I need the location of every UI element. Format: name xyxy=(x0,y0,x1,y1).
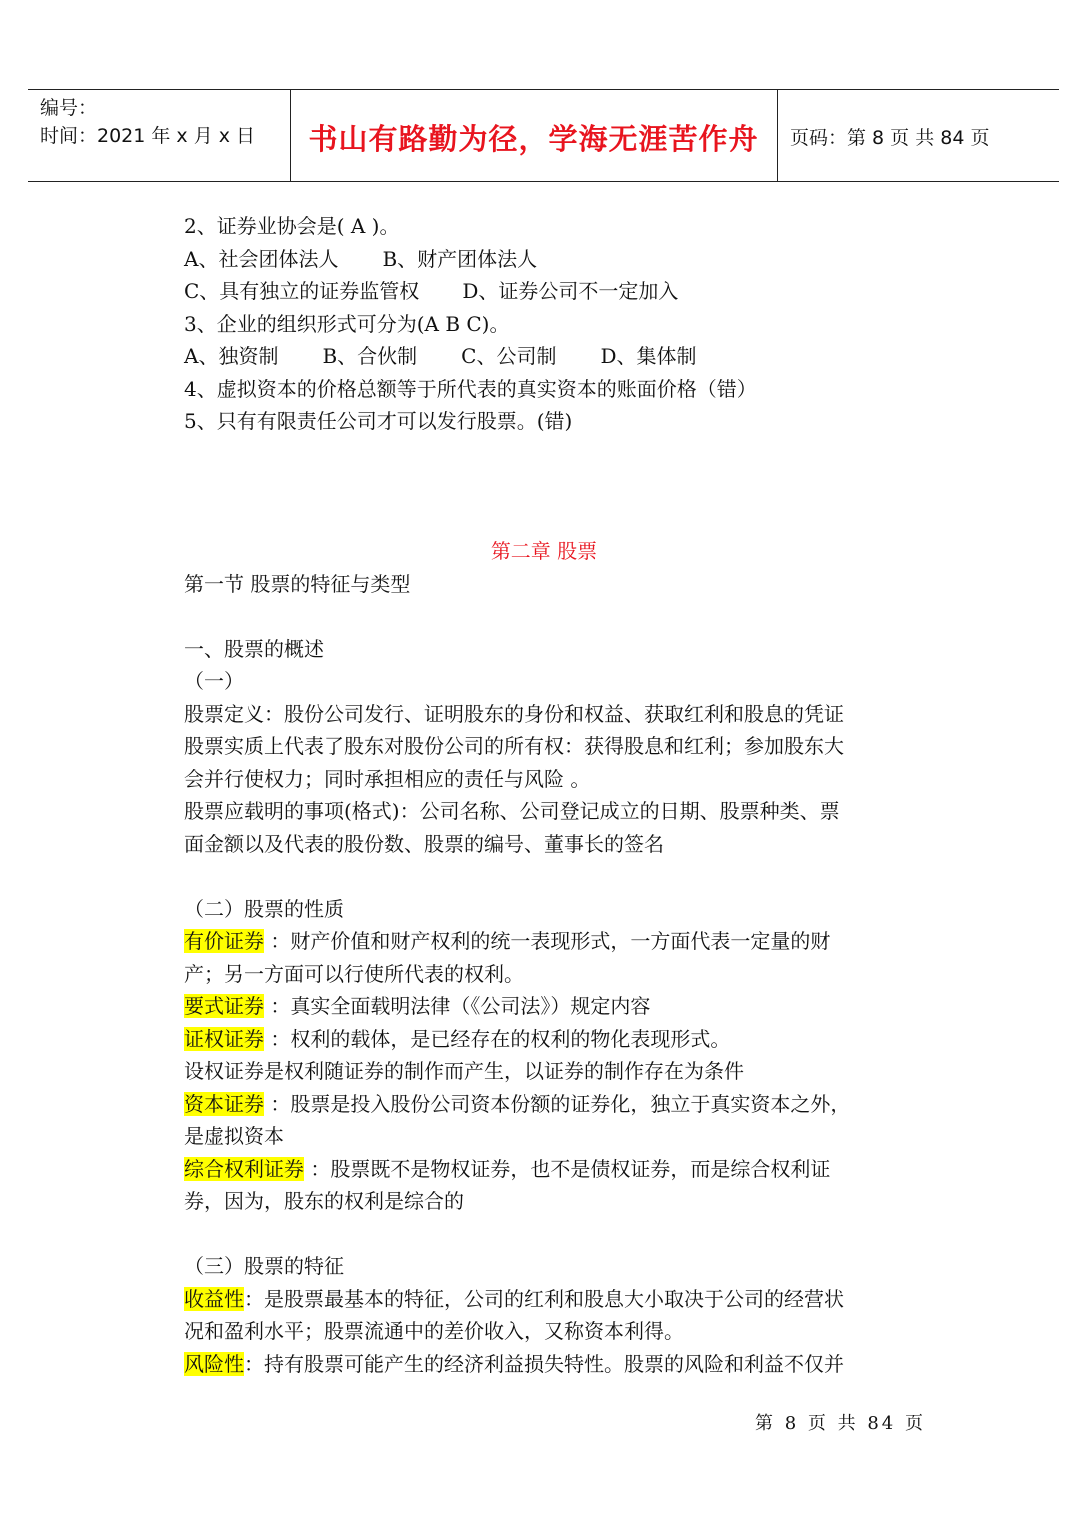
feature-item xyxy=(184,1351,844,1377)
paragraph-line: 股票实质上代表了股东对股份公司的所有权：获得股息和红利；参加股东大 xyxy=(184,734,844,758)
item-text: ：持有股票可能产生的经济利益损失特性。股票的风险和利益不仅并 xyxy=(244,1352,844,1376)
question-5: 5、只有有限责任公司才可以发行股票。(错) xyxy=(184,409,573,433)
sub-heading: （一） xyxy=(184,669,244,693)
nature-item-cont: 设权证券是权利随证券的制作而产生，以证券的制作存在为条件 xyxy=(184,1059,744,1083)
page-footer: 第 8 页 共 84 页 xyxy=(755,1413,926,1434)
header-top-rule xyxy=(28,89,1059,90)
paragraph-line: 股票应载明的事项(格式)：公司名称、公司登记成立的日期、股票种类、票 xyxy=(184,799,840,823)
option: D、证券公司不一定加入 xyxy=(462,279,679,303)
part-heading: 一、股票的概述 xyxy=(184,637,324,661)
option: C、具有独立的证券监管权 xyxy=(184,279,420,303)
header-divider-right xyxy=(777,89,778,181)
nature-item-cont: 是虚拟资本 xyxy=(184,1124,284,1148)
nature-item-cont: 券，因为，股东的权利是综合的 xyxy=(184,1189,464,1213)
option: A、社会团体法人 xyxy=(184,247,339,271)
paragraph-line: 股票定义：股份公司发行、证明股东的身份和权益、获取红利和股息的凭证 xyxy=(184,702,844,726)
nature-item xyxy=(184,1091,850,1117)
highlighted-term: 证权证券 xyxy=(184,1027,264,1051)
header-motto: 书山有路勤为径，学海无涯苦作舟 xyxy=(308,122,759,156)
option: A、独资制 xyxy=(184,344,279,368)
item-text: ：是股票最基本的特征，公司的红利和股息大小取决于公司的经营状 xyxy=(244,1287,844,1311)
feature-item xyxy=(184,1286,844,1312)
header-time-label: 时间：2021 年 x 月 x 日 xyxy=(40,125,256,147)
nature-item xyxy=(184,1026,730,1052)
option: C、公司制 xyxy=(461,344,557,368)
nature-item xyxy=(184,928,830,954)
highlighted-term: 综合权利证券 xyxy=(184,1157,304,1181)
nature-item xyxy=(184,1156,830,1182)
item-text: ：财产价值和财产权利的统一表现形式，一方面代表一定量的财 xyxy=(264,929,831,953)
item-text: ：股票是投入股份公司资本份额的证券化，独立于真实资本之外， xyxy=(264,1092,851,1116)
highlighted-term: 收益性 xyxy=(184,1287,244,1311)
header-page-info: 页码：第 8 页 共 84 页 xyxy=(790,127,990,149)
sub-heading: （三）股票的特征 xyxy=(184,1254,344,1278)
item-text: ：股票既不是物权证券，也不是债权证券，而是综合权利证 xyxy=(304,1157,831,1181)
option: B、合伙制 xyxy=(322,344,418,368)
item-text: ：真实全面载明法律（《公司法》）规定内容 xyxy=(264,994,651,1018)
header-bottom-rule xyxy=(28,181,1059,182)
section-title: 第一节 股票的特征与类型 xyxy=(184,572,411,596)
highlighted-term: 要式证券 xyxy=(184,994,264,1018)
highlighted-term: 风险性 xyxy=(184,1352,244,1376)
question-4: 4、虚拟资本的价格总额等于所代表的真实资本的账面价格（错） xyxy=(184,377,757,401)
sub-heading: （二）股票的性质 xyxy=(184,897,344,921)
chapter-title: 第二章 股票 xyxy=(490,539,598,563)
question-3: 3、企业的组织形式可分为(A B C)。 xyxy=(184,312,510,336)
nature-item xyxy=(184,993,650,1019)
option: D、集体制 xyxy=(600,344,697,368)
option: B、财产团体法人 xyxy=(382,247,538,271)
item-text: ：权利的载体，是已经存在的权利的物化表现形式。 xyxy=(264,1027,731,1051)
paragraph-line: 面金额以及代表的股份数、股票的编号、董事长的签名 xyxy=(184,832,664,856)
question-2: 2、证券业协会是( A )。 xyxy=(184,214,400,238)
nature-item-cont: 产；另一方面可以行使所代表的权利。 xyxy=(184,962,524,986)
question-2-options-ab xyxy=(184,246,537,272)
question-2-options-cd xyxy=(184,278,678,304)
highlighted-term: 有价证券 xyxy=(184,929,264,953)
header-serial-label: 编号： xyxy=(40,97,98,119)
paragraph-line: 会并行使权力；同时承担相应的责任与风险 。 xyxy=(184,767,591,791)
highlighted-term: 资本证券 xyxy=(184,1092,264,1116)
feature-item-cont: 况和盈利水平；股票流通中的差价收入，又称资本利得。 xyxy=(184,1319,684,1343)
question-3-options xyxy=(184,343,697,369)
